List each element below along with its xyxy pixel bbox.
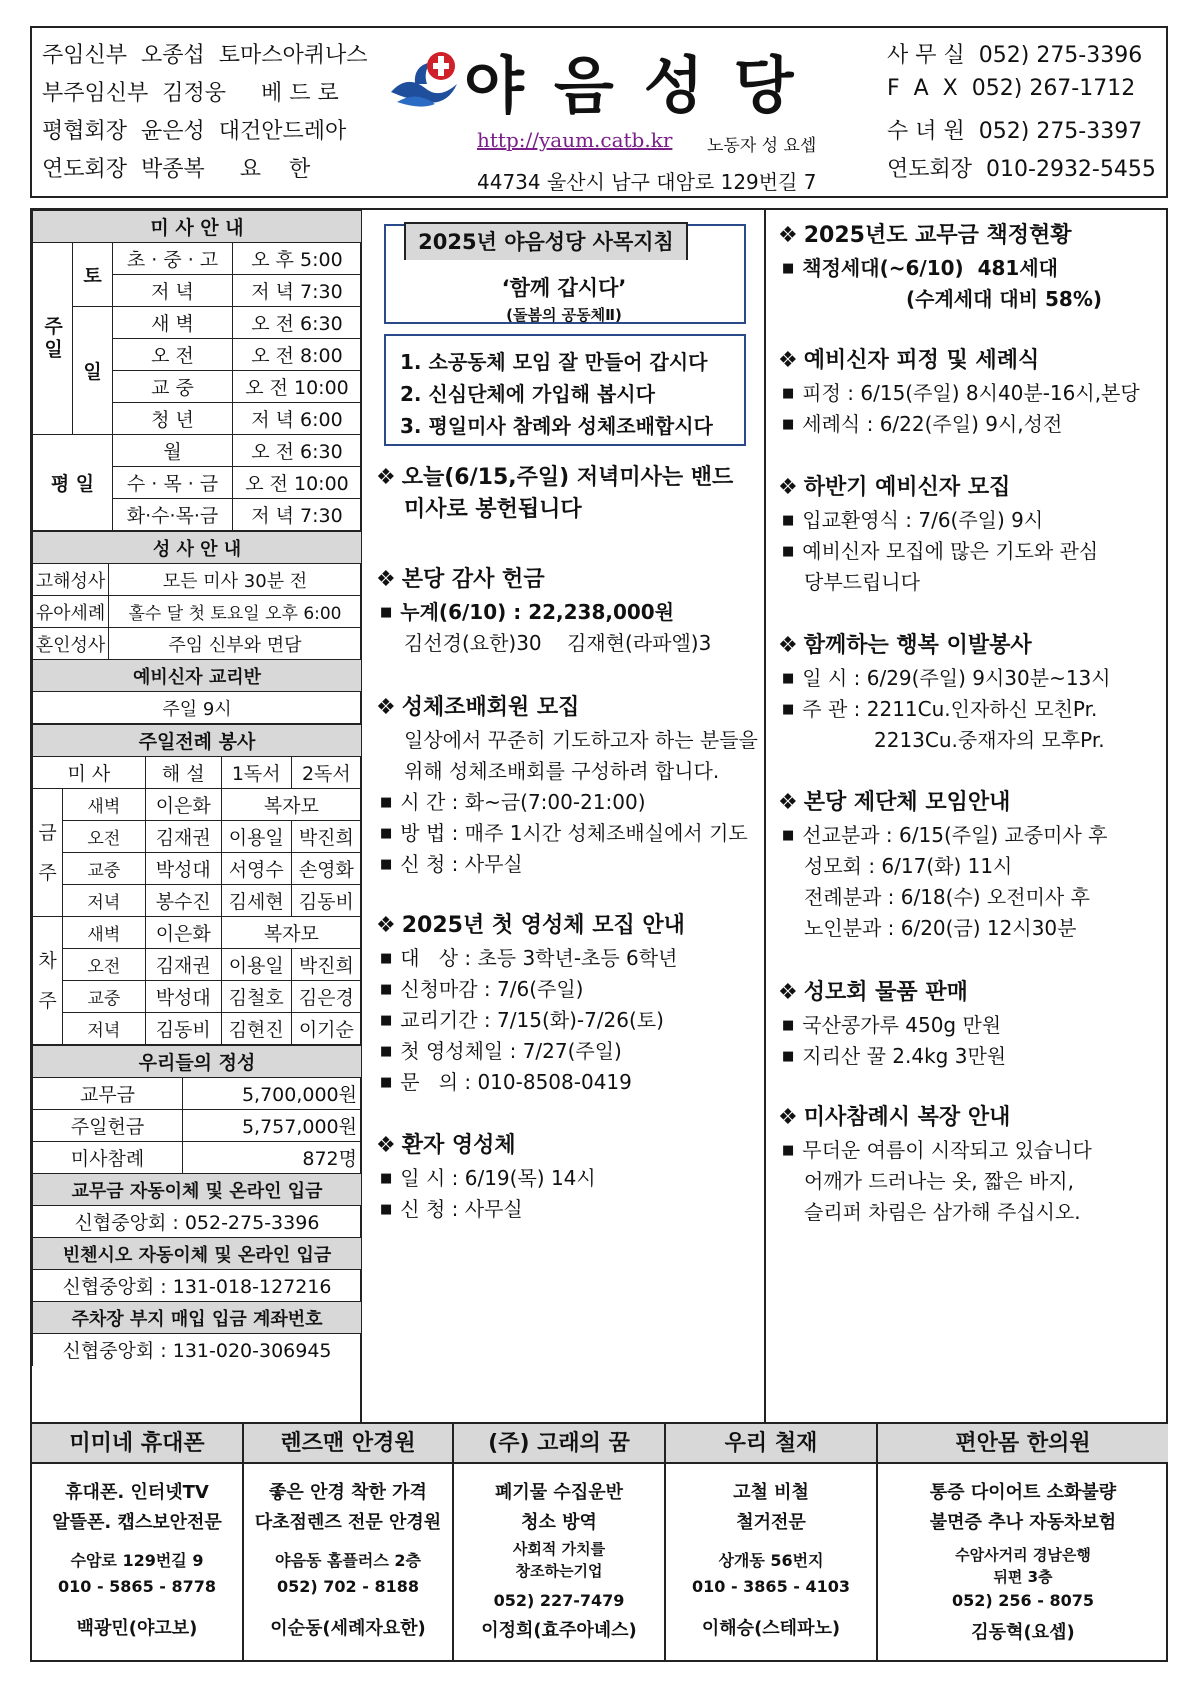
- ad-line: 폐기물 수집운반: [495, 1482, 623, 1503]
- offering-name: 미사참례: [33, 1142, 183, 1174]
- liturgy-reader1: 서영수: [221, 853, 291, 885]
- ad-sub: 뒤편 3층: [993, 1568, 1053, 1586]
- liturgy-header: 2독서: [291, 757, 361, 789]
- liturgy-reader: 복자모: [221, 789, 361, 821]
- contact-fax: F A X 052) 267-1712: [887, 76, 1136, 101]
- ad-block: [666, 1424, 878, 1660]
- ad-line: 불면증 추나 자동차보험: [929, 1512, 1117, 1533]
- pastoral-tenets: [384, 334, 746, 446]
- bulletin-header: [30, 26, 1168, 198]
- haircut-title: ❖ 함께하는 행복 이발봉사: [778, 630, 1032, 661]
- weekday-label: 평 일: [33, 435, 113, 531]
- groups-item: 성모회 : 6/17(화) 11시: [804, 854, 1013, 878]
- dress-item: 슬리퍼 차림은 삼가해 주십시오.: [804, 1200, 1081, 1224]
- sick-communion-item: ■ 신 청 : 사무실: [380, 1194, 523, 1228]
- mass-name: 교 중: [113, 371, 233, 403]
- liturgy-commentator: 박성대: [145, 853, 221, 885]
- liturgy-reader2: 손영화: [291, 853, 361, 885]
- sponsor-ads: [30, 1424, 1168, 1662]
- haircut-item: ■ 주 관 : 2211Cu.인자하신 모친Pr.: [782, 694, 1097, 728]
- header-staff-line: 부주임신부 김정웅 베 드 로: [42, 81, 339, 106]
- mass-time: 오 전 6:30: [233, 435, 362, 467]
- liturgy-commentator: 김재권: [145, 949, 221, 981]
- account-number: 신협중앙회 : 052-275-3396: [33, 1206, 362, 1238]
- parish-url[interactable]: [477, 128, 672, 152]
- sacrament-desc: 모든 미사 30분 전: [109, 564, 362, 596]
- mass-time: 저 녁 7:30: [233, 499, 362, 531]
- sick-communion-item: ■ 일 시 : 6/19(목) 14시: [380, 1163, 596, 1197]
- ad-line: 통증 다이어트 소화불량: [929, 1482, 1117, 1503]
- ad-name: 우리 철재: [666, 1424, 876, 1464]
- liturgy-reader2: 박진희: [291, 949, 361, 981]
- catechumen-title: 예비신자 교리반: [33, 660, 362, 692]
- account-title: 빈첸시오 자동이체 및 온라인 입금: [33, 1238, 362, 1270]
- offering-value: 872명: [183, 1142, 362, 1174]
- ad-sub: 수암사거리 경남은행: [955, 1546, 1091, 1564]
- recruit-tail: 당부드립니다: [804, 570, 920, 594]
- sidebar: [32, 210, 362, 1422]
- mass-name: 오 전: [113, 339, 233, 371]
- sacrament-desc: 주임 신부와 면담: [109, 628, 362, 660]
- ad-phone: 052) 256 - 8075: [952, 1591, 1094, 1610]
- baptism-item: ■ 세례식 : 6/22(주일) 9시,성전: [782, 409, 1062, 443]
- mass-time: 저 녁 6:00: [233, 403, 362, 435]
- header-staff-line: 평협회장 윤은성 대건안드레아: [42, 119, 347, 144]
- communion-item: ■ 신청마감 : 7/6(주일): [380, 974, 583, 1008]
- liturgy-commentator: 박성대: [145, 981, 221, 1013]
- sacrament-name: 유아세례: [33, 596, 109, 628]
- thanks-title: ❖ 본당 감사 헌금: [376, 564, 545, 595]
- ad-line: 철거전문: [736, 1512, 806, 1533]
- ad-address: 상개동 56번지: [718, 1551, 824, 1570]
- liturgy-reader2: 김동비: [291, 885, 361, 917]
- ad-sub: 창조하는기업: [515, 1562, 603, 1580]
- haircut-item: ■ 일 시 : 6/29(주일) 9시30분~13시: [782, 663, 1111, 697]
- liturgy-reader1: 이용일: [221, 821, 291, 853]
- liturgy-mass: 오전: [63, 949, 146, 981]
- liturgy-mass: 저녁: [63, 885, 146, 917]
- thanks-names: 김선경(요한)30 김재현(라파엘)3: [404, 631, 712, 655]
- ad-block: [244, 1424, 454, 1660]
- liturgy-reader: 복자모: [221, 917, 361, 949]
- liturgy-commentator: 김재권: [145, 821, 221, 853]
- liturgy-commentator: 봉수진: [145, 885, 221, 917]
- ad-name: (주) 고래의 꿈: [454, 1424, 664, 1464]
- ad-phone: 010 - 5865 - 8778: [57, 1577, 217, 1596]
- sick-communion-title: ❖ 환자 영성체: [376, 1130, 516, 1161]
- mass-time: 오 전 8:00: [233, 339, 362, 371]
- ad-phone: 052) 702 - 8188: [277, 1577, 419, 1596]
- ad-line: 알뜰폰. 캡스보안전문: [52, 1512, 222, 1533]
- ad-phone: 052) 227-7479: [493, 1591, 625, 1610]
- contact-convent: 수 녀 원 052) 275-3397: [887, 119, 1143, 144]
- offering-name: 주일헌금: [33, 1110, 183, 1142]
- baptism-item: ■ 피정 : 6/15(주일) 8시40분-16시,본당: [782, 378, 1140, 412]
- this-week-label: 금 주: [33, 789, 63, 917]
- liturgy-commentator: 김동비: [145, 1013, 221, 1045]
- ad-block: [32, 1424, 244, 1660]
- liturgy-reader2: 김은경: [291, 981, 361, 1013]
- adoration-item: ■ 방 법 : 매주 1시간 성체조배실에서 기도: [380, 818, 748, 852]
- adoration-title: ❖ 성체조배회원 모집: [376, 692, 579, 723]
- sunday-label: 주일: [33, 243, 73, 435]
- sacrament-desc: 홀수 달 첫 토요일 오후 6:00: [109, 596, 362, 628]
- liturgy-mass: 저녁: [63, 1013, 146, 1045]
- recruit-item: ■ 입교환영식 : 7/6(주일) 9시: [782, 505, 1043, 539]
- mass-name: 월: [113, 435, 233, 467]
- band-notice-line1: ❖ 오늘(6/15,주일) 저녁미사는 밴드: [376, 462, 733, 493]
- sunday-day-label: 일: [73, 307, 113, 435]
- mass-title: 미 사 안 내: [33, 211, 362, 243]
- pastoral-goal-title: 2025년 야음성당 사목지침: [404, 222, 688, 260]
- mass-time: 저 녁 7:30: [233, 275, 362, 307]
- sale-title: ❖ 성모회 물품 판매: [778, 977, 968, 1008]
- liturgy-mass: 새벽: [63, 789, 146, 821]
- tenet-item: 2. 신심단체에 가입해 봅시다: [400, 382, 655, 406]
- liturgy-header: 미 사: [33, 757, 146, 789]
- parish-title: 야음성당: [464, 49, 824, 122]
- sacrament-table: [32, 531, 362, 724]
- thanks-total: ■ 누계(6/10) : 22,238,000원: [380, 597, 674, 631]
- liturgy-mass: 오전: [63, 821, 146, 853]
- groups-title: ❖ 본당 제단체 모임안내: [778, 787, 1010, 818]
- ad-owner: 김동혁(요셉): [971, 1622, 1075, 1643]
- mass-time: 오 전 10:00: [233, 371, 362, 403]
- mass-time: 오 전 10:00: [233, 467, 362, 499]
- offering-value: 5,700,000원: [183, 1078, 362, 1110]
- sale-item: ■ 지리산 꿀 2.4kg 3만원: [782, 1041, 1006, 1075]
- ad-line: 고철 비철: [733, 1482, 809, 1503]
- recruit-item: ■ 예비신자 모집에 많은 기도와 관심: [782, 536, 1098, 570]
- communion-item: ■ 교리기간 : 7/15(화)-7/26(토): [380, 1005, 664, 1039]
- mass-name: 새 벽: [113, 307, 233, 339]
- saturday-label: 토: [73, 243, 113, 307]
- mass-time: 오 후 5:00: [233, 243, 362, 275]
- offering-title: 우리들의 정성: [33, 1046, 362, 1078]
- mass-schedule-table: [32, 210, 362, 531]
- account-number: 신협중앙회 : 131-018-127216: [33, 1270, 362, 1302]
- dress-item: ■ 무더운 여름이 시작되고 있습니다: [782, 1135, 1092, 1169]
- dues-ratio: (수계세대 대비 58%): [906, 287, 1102, 311]
- band-notice-line2: 미사로 봉헌됩니다: [404, 497, 582, 522]
- mass-name: 수 · 목 · 금: [113, 467, 233, 499]
- liturgy-mass: 교중: [63, 981, 146, 1013]
- dues-line: ■ 책정세대(~6/10) 481세대: [782, 253, 1058, 287]
- sacrament-title: 성 사 안 내: [33, 532, 362, 564]
- contact-memorial: 연도회장 010-2932-5455: [887, 157, 1156, 182]
- ad-line: 좋은 안경 착한 가격: [269, 1482, 427, 1503]
- account-number: 신협중앙회 : 131-020-306945: [33, 1334, 362, 1366]
- communion-item: ■ 첫 영성체일 : 7/27(주일): [380, 1036, 622, 1070]
- offering-name: 교무금: [33, 1078, 183, 1110]
- tenet-item: 3. 평일미사 참례와 성체조배합시다: [400, 414, 713, 438]
- ad-address: 수암로 129번길 9: [70, 1551, 204, 1570]
- ad-line: 청소 방역: [521, 1512, 597, 1533]
- ad-owner: 이해승(스테파노): [701, 1618, 841, 1639]
- liturgy-title: 주일전례 봉사: [33, 725, 362, 757]
- communion-item: ■ 대 상 : 초등 3학년-초등 6학년: [380, 943, 677, 977]
- parish-logo-icon: [387, 44, 467, 114]
- communion-item: ■ 문 의 : 010-8508-0419: [380, 1067, 632, 1101]
- parish-url-link[interactable]: http://yaum.catb.kr: [477, 128, 673, 152]
- bulletin-body: [30, 208, 1168, 1424]
- offering-value: 5,757,000원: [183, 1110, 362, 1142]
- ad-owner: 이정희(효주아녜스): [481, 1620, 637, 1641]
- groups-item: 전례분과 : 6/18(수) 오전미사 후: [804, 885, 1090, 909]
- sacrament-name: 고해성사: [33, 564, 109, 596]
- ad-owner: 백광민(야고보): [76, 1618, 198, 1639]
- ad-name: 미미네 휴대폰: [32, 1424, 242, 1464]
- offering-table: [32, 1045, 362, 1366]
- groups-item: 노인분과 : 6/20(금) 12시30분: [804, 916, 1077, 940]
- pastoral-goal-slogan: ‘함께 갑시다’: [501, 276, 627, 300]
- header-staff-line: 연도회장 박종복 요 한: [42, 157, 311, 182]
- communion-title: ❖ 2025년 첫 영성체 모집 안내: [376, 910, 685, 941]
- liturgy-header: 1독서: [221, 757, 291, 789]
- patron-saint: 노동자 성 요셉: [707, 136, 817, 156]
- liturgy-mass: 교중: [63, 853, 146, 885]
- liturgy-reader1: 김철호: [221, 981, 291, 1013]
- dues-title: ❖ 2025년도 교무금 책정현황: [778, 220, 1072, 251]
- liturgy-reader2: 이기순: [291, 1013, 361, 1045]
- haircut-tail: 2213Cu.중재자의 모후Pr.: [874, 728, 1105, 752]
- liturgy-reader1: 김현진: [221, 1013, 291, 1045]
- sacrament-name: 혼인성사: [33, 628, 109, 660]
- contact-office: 사 무 실 052) 275-3396: [887, 43, 1143, 68]
- middle-column: [364, 210, 764, 1422]
- mass-name: 초 · 중 · 고: [113, 243, 233, 275]
- liturgy-mass: 새벽: [63, 917, 146, 949]
- groups-item: ■ 선교분과 : 6/15(주일) 교중미사 후: [782, 820, 1108, 854]
- liturgy-header: 해 설: [145, 757, 221, 789]
- parish-address: 44734 울산시 남구 대암로 129번길 7: [477, 170, 817, 194]
- liturgy-reader1: 김세현: [221, 885, 291, 917]
- liturgy-reader2: 박진희: [291, 821, 361, 853]
- dress-title: ❖ 미사참례시 복장 안내: [778, 1102, 1010, 1133]
- mass-name: 청 년: [113, 403, 233, 435]
- account-title: 교무금 자동이체 및 온라인 입금: [33, 1174, 362, 1206]
- ad-line: 다초점렌즈 전문 안경원: [254, 1512, 442, 1533]
- adoration-item: ■ 신 청 : 사무실: [380, 849, 523, 883]
- ad-block: [454, 1424, 666, 1660]
- ad-block: [878, 1424, 1168, 1660]
- account-title: 주차장 부지 매입 입금 계좌번호: [33, 1302, 362, 1334]
- tenet-item: 1. 소공동체 모임 잘 만들어 갑시다: [400, 350, 708, 374]
- pastoral-goal-sub: (돌봄의 공동체Ⅱ): [506, 306, 622, 324]
- baptism-title: ❖ 예비신자 피정 및 세례식: [778, 345, 1039, 376]
- ad-phone: 010 - 3865 - 4103: [691, 1577, 851, 1596]
- liturgy-commentator: 이은화: [145, 917, 221, 949]
- mass-name: 화·수·목·금: [113, 499, 233, 531]
- mass-time: 오 전 6:30: [233, 307, 362, 339]
- liturgy-reader1: 이용일: [221, 949, 291, 981]
- catechumen-time: 주일 9시: [33, 692, 362, 724]
- liturgy-table: [32, 724, 362, 1045]
- dress-item: 어깨가 드러나는 옷, 짧은 바지,: [804, 1169, 1074, 1193]
- ad-address: 야음동 홈플러스 2층: [275, 1551, 421, 1570]
- sale-item: ■ 국산콩가루 450g 만원: [782, 1010, 1001, 1044]
- ad-name: 렌즈맨 안경원: [244, 1424, 452, 1464]
- liturgy-commentator: 이은화: [145, 789, 221, 821]
- adoration-item: ■ 시 간 : 화~금(7:00-21:00): [380, 787, 646, 821]
- ad-owner: 이순동(세례자요한): [270, 1618, 426, 1639]
- recruit-title: ❖ 하반기 예비신자 모집: [778, 472, 1010, 503]
- right-column: [764, 210, 1166, 1422]
- adoration-desc: 위해 성체조배회를 구성하려 합니다.: [404, 759, 720, 783]
- ad-name: 편안몸 한의원: [878, 1424, 1168, 1464]
- ad-line: 휴대폰. 인터넷TV: [65, 1482, 209, 1503]
- header-staff-line: 주임신부 오종섭 토마스아퀴나스: [42, 43, 368, 68]
- next-week-label: 차 주: [33, 917, 63, 1045]
- ad-sub: 사회적 가치를: [512, 1540, 606, 1558]
- mass-name: 저 녁: [113, 275, 233, 307]
- adoration-desc: 일상에서 꾸준히 기도하고자 하는 분들을: [404, 728, 758, 752]
